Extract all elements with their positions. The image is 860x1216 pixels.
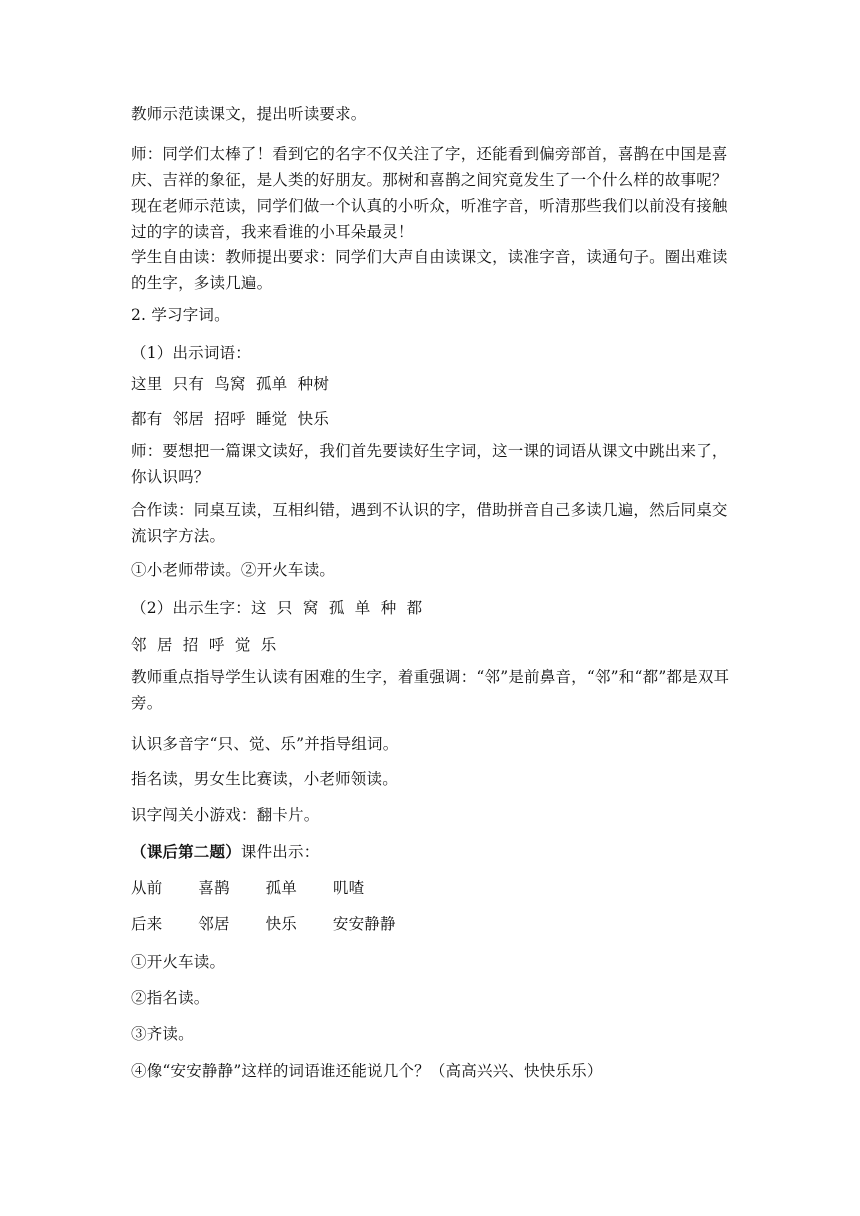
paragraph-teacher-words: 师：要想把一篇课文读好，我们首先要读好生字词，这一课的词语从课文中跳出来了，你认识吗？ <box>131 442 728 486</box>
step-name-reading: ②指名读。 <box>131 989 210 1007</box>
subheading-show-characters: （2）出示生字：这 只 窝 孤 单 种 都 <box>131 599 423 617</box>
word-table-row-1: 从前 喜鹊 孤单 叽喳 <box>131 879 365 897</box>
section-heading-vocab: 2. 学习字词。 <box>131 306 230 324</box>
step-more-words: ④像“安安静静”这样的词语谁还能说几个？（高高兴兴、快快乐乐） <box>131 1062 603 1080</box>
word-table-row-2: 后来 邻居 快乐 安安静静 <box>131 915 396 933</box>
paragraph-name-reading: 指名读，男女生比赛读，小老师领读。 <box>131 770 398 788</box>
bold-lead-label: （课后第二题） <box>131 842 241 861</box>
word-list-row-2: 都有 邻居 招呼 睡觉 快乐 <box>131 410 330 428</box>
step-read-together: ③齐读。 <box>131 1025 194 1043</box>
paragraph-demo-reading: 教师示范读课文，提出听读要求。 <box>131 105 367 123</box>
paragraph-courseware <box>131 839 735 865</box>
character-list-row-2: 邻 居 招 呼 觉 乐 <box>131 636 277 654</box>
subheading-show-words: （1）出示词语： <box>131 344 251 362</box>
paragraph-teacher-intro: 师：同学们太棒了！看到它的名字不仅关注了字，还能看到偏旁部首，喜鹊在中国是喜庆、吉祥的象征，是人类的好朋友。那树和喜鹊之间究竟发生了一个什么样的故事呢？现在老师示范读，同学们做一个认真的小听众，听准字音，听清那些我们以前没有接触过的字的读音，我来看谁的小耳朵最灵！ <box>131 145 728 241</box>
paragraph-polyphonic: 认识多音字“只、觉、乐”并指导组词。 <box>131 735 399 753</box>
paragraph-free-reading: 学生自由读：教师提出要求：同学们大声自由读课文，读准字音，读通句子。圈出难读的生字，多读几遍。 <box>131 248 728 292</box>
paragraph-cooperative-reading: 合作读：同桌互读，互相纠错，遇到不认识的字，借助拼音自己多读几遍，然后同桌交流识字方法。 <box>131 501 728 545</box>
word-list-row-1: 这里 只有 鸟窝 孤单 种树 <box>131 375 330 393</box>
step-train-reading: ①开火车读。 <box>131 953 226 971</box>
courseware-label: 课件出示： <box>240 843 320 861</box>
paragraph-key-guidance: 教师重点指导学生认读有困难的生字，着重强调：“邻”是前鼻音，“邻”和“都”都是双耳旁。 <box>131 668 730 712</box>
paragraph-card-game: 识字闯关小游戏：翻卡片。 <box>131 806 320 824</box>
paragraph-lead-reading: ①小老师带读。②开火车读。 <box>131 561 336 579</box>
